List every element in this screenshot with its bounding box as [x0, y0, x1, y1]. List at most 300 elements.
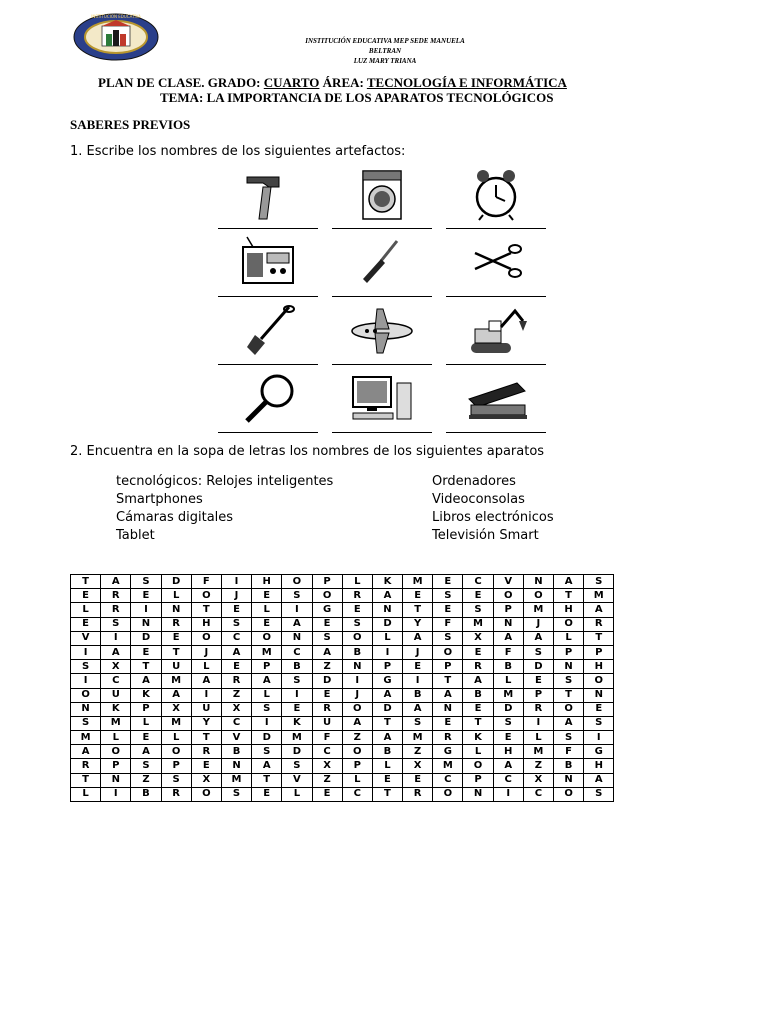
- word-search-cell[interactable]: L: [554, 631, 584, 645]
- word-search-cell[interactable]: M: [584, 589, 614, 603]
- word-search-cell[interactable]: P: [372, 660, 402, 674]
- word-search-cell[interactable]: S: [131, 575, 161, 589]
- word-search-cell[interactable]: U: [191, 702, 221, 716]
- word-search-cell[interactable]: S: [493, 716, 523, 730]
- word-search-cell[interactable]: C: [342, 787, 372, 801]
- word-search-cell[interactable]: U: [101, 688, 131, 702]
- word-search-cell[interactable]: D: [372, 617, 402, 631]
- word-search-cell[interactable]: A: [221, 645, 251, 659]
- word-search-cell[interactable]: Y: [191, 716, 221, 730]
- word-search-cell[interactable]: T: [372, 716, 402, 730]
- word-search-cell[interactable]: P: [584, 645, 614, 659]
- word-search-cell[interactable]: A: [372, 688, 402, 702]
- word-search-cell[interactable]: O: [191, 631, 221, 645]
- word-search-cell[interactable]: S: [463, 603, 493, 617]
- word-search-cell[interactable]: G: [584, 745, 614, 759]
- word-search-cell[interactable]: N: [342, 660, 372, 674]
- word-search-cell[interactable]: C: [101, 674, 131, 688]
- word-search-cell[interactable]: M: [282, 731, 312, 745]
- word-search-cell[interactable]: O: [463, 759, 493, 773]
- word-search-cell[interactable]: T: [403, 603, 433, 617]
- word-search-cell[interactable]: K: [282, 716, 312, 730]
- word-search-cell[interactable]: I: [523, 716, 553, 730]
- word-search-cell[interactable]: O: [342, 745, 372, 759]
- word-search-cell[interactable]: V: [493, 575, 523, 589]
- word-search-cell[interactable]: T: [252, 773, 282, 787]
- word-search-cell[interactable]: P: [523, 688, 553, 702]
- word-search-cell[interactable]: A: [101, 575, 131, 589]
- word-search-cell[interactable]: A: [372, 731, 402, 745]
- word-search-cell[interactable]: R: [523, 702, 553, 716]
- word-search-cell[interactable]: L: [101, 731, 131, 745]
- word-search-cell[interactable]: T: [463, 716, 493, 730]
- word-search-cell[interactable]: A: [493, 759, 523, 773]
- word-search-cell[interactable]: E: [433, 603, 463, 617]
- word-search-cell[interactable]: E: [403, 589, 433, 603]
- word-search-cell[interactable]: F: [191, 575, 221, 589]
- word-search-cell[interactable]: L: [161, 731, 191, 745]
- word-search-cell[interactable]: M: [161, 674, 191, 688]
- word-search-cell[interactable]: E: [523, 674, 553, 688]
- word-search-cell[interactable]: I: [131, 603, 161, 617]
- word-search-cell[interactable]: N: [433, 702, 463, 716]
- word-search-cell[interactable]: C: [221, 716, 251, 730]
- word-search-cell[interactable]: V: [282, 773, 312, 787]
- word-search-cell[interactable]: M: [463, 617, 493, 631]
- word-search-cell[interactable]: A: [584, 603, 614, 617]
- word-search-cell[interactable]: D: [312, 674, 342, 688]
- word-search-cell[interactable]: O: [554, 787, 584, 801]
- word-search-cell[interactable]: N: [101, 773, 131, 787]
- word-search-cell[interactable]: M: [252, 645, 282, 659]
- word-search-cell[interactable]: A: [403, 631, 433, 645]
- word-search-cell[interactable]: S: [554, 731, 584, 745]
- word-search-cell[interactable]: X: [523, 773, 553, 787]
- word-search-cell[interactable]: E: [312, 787, 342, 801]
- word-search-cell[interactable]: Z: [403, 745, 433, 759]
- word-search-cell[interactable]: Z: [221, 688, 251, 702]
- word-search-cell[interactable]: O: [584, 674, 614, 688]
- word-search-cell[interactable]: T: [372, 787, 402, 801]
- word-search-cell[interactable]: T: [554, 688, 584, 702]
- artefact-cell: [218, 301, 318, 365]
- word-search-cell[interactable]: I: [403, 674, 433, 688]
- word-search-cell[interactable]: X: [312, 759, 342, 773]
- word-search-row: [71, 674, 614, 688]
- radio-icon: [233, 235, 303, 289]
- word-search-cell[interactable]: I: [282, 603, 312, 617]
- word-search-cell[interactable]: O: [342, 631, 372, 645]
- word-search-cell[interactable]: A: [372, 589, 402, 603]
- word-search-cell[interactable]: E: [282, 702, 312, 716]
- word-search-cell[interactable]: E: [252, 787, 282, 801]
- word-search-cell[interactable]: E: [131, 645, 161, 659]
- word-search-cell[interactable]: D: [372, 702, 402, 716]
- word-search-cell[interactable]: S: [221, 617, 251, 631]
- word-search-cell[interactable]: R: [221, 674, 251, 688]
- word-search-cell[interactable]: M: [101, 716, 131, 730]
- word-search-cell[interactable]: B: [372, 745, 402, 759]
- word-search-cell[interactable]: C: [221, 631, 251, 645]
- word-search-cell[interactable]: O: [554, 702, 584, 716]
- word-search-cell[interactable]: S: [71, 660, 101, 674]
- word-search-cell[interactable]: E: [493, 731, 523, 745]
- word-search-cell[interactable]: O: [252, 631, 282, 645]
- word-search-cell[interactable]: J: [342, 688, 372, 702]
- word-search-cell[interactable]: B: [221, 745, 251, 759]
- word-search-cell[interactable]: J: [191, 645, 221, 659]
- word-search-cell[interactable]: L: [161, 589, 191, 603]
- word-search-cell[interactable]: X: [403, 759, 433, 773]
- word-search-cell[interactable]: C: [463, 575, 493, 589]
- word-search-cell[interactable]: S: [282, 759, 312, 773]
- word-search-row: [71, 631, 614, 645]
- word-search-cell[interactable]: J: [221, 589, 251, 603]
- word-search-cell[interactable]: D: [493, 702, 523, 716]
- word-search-cell[interactable]: L: [252, 688, 282, 702]
- word-search-cell[interactable]: A: [584, 773, 614, 787]
- word-search-cell[interactable]: T: [191, 603, 221, 617]
- word-search-cell[interactable]: D: [131, 631, 161, 645]
- word-search-cell[interactable]: P: [433, 660, 463, 674]
- word-search-cell[interactable]: X: [463, 631, 493, 645]
- word-search-cell[interactable]: F: [312, 731, 342, 745]
- word-search-grid: [70, 574, 614, 802]
- word-search-cell[interactable]: A: [342, 716, 372, 730]
- word-search-cell[interactable]: T: [71, 575, 101, 589]
- word-search-cell[interactable]: Z: [312, 660, 342, 674]
- word-search-cell[interactable]: R: [191, 745, 221, 759]
- word-search-cell[interactable]: R: [433, 731, 463, 745]
- word-search-cell[interactable]: A: [312, 645, 342, 659]
- word-search-cell[interactable]: G: [312, 603, 342, 617]
- word-search-cell[interactable]: X: [101, 660, 131, 674]
- word-search-cell[interactable]: R: [584, 617, 614, 631]
- word-search-cell[interactable]: E: [403, 660, 433, 674]
- word-search-cell[interactable]: I: [342, 674, 372, 688]
- word-search-cell[interactable]: J: [403, 645, 433, 659]
- word-search-cell[interactable]: Z: [342, 731, 372, 745]
- word-item: Televisión Smart: [432, 528, 539, 543]
- word-search-cell[interactable]: R: [161, 617, 191, 631]
- word-search-cell[interactable]: L: [493, 674, 523, 688]
- word-search-cell[interactable]: N: [131, 617, 161, 631]
- word-search-cell[interactable]: H: [584, 660, 614, 674]
- word-search-cell[interactable]: H: [191, 617, 221, 631]
- word-search-cell[interactable]: S: [554, 674, 584, 688]
- word-search-cell[interactable]: N: [372, 603, 402, 617]
- word-search-cell[interactable]: R: [71, 759, 101, 773]
- word-search-cell[interactable]: E: [252, 589, 282, 603]
- word-search-cell[interactable]: B: [554, 759, 584, 773]
- word-search-cell[interactable]: B: [131, 787, 161, 801]
- word-search-cell[interactable]: I: [71, 645, 101, 659]
- word-search-cell[interactable]: A: [282, 617, 312, 631]
- word-search-cell[interactable]: A: [252, 759, 282, 773]
- word-search-cell[interactable]: T: [433, 674, 463, 688]
- word-search-row: [71, 645, 614, 659]
- word-search-cell[interactable]: R: [342, 589, 372, 603]
- word-search-cell[interactable]: M: [523, 603, 553, 617]
- word-search-cell[interactable]: S: [131, 759, 161, 773]
- word-search-cell[interactable]: A: [433, 688, 463, 702]
- word-search-cell[interactable]: E: [161, 631, 191, 645]
- word-search-cell[interactable]: P: [101, 759, 131, 773]
- word-search-cell[interactable]: F: [554, 745, 584, 759]
- word-search-cell[interactable]: E: [312, 688, 342, 702]
- word-search-cell[interactable]: E: [433, 575, 463, 589]
- word-search-cell[interactable]: Ñ: [493, 617, 523, 631]
- word-search-cell[interactable]: M: [403, 575, 433, 589]
- word-search-cell[interactable]: X: [221, 702, 251, 716]
- word-search-cell[interactable]: I: [252, 716, 282, 730]
- word-search-cell[interactable]: I: [493, 787, 523, 801]
- word-search-cell[interactable]: P: [554, 645, 584, 659]
- word-search-cell[interactable]: F: [433, 617, 463, 631]
- word-search-cell[interactable]: M: [71, 731, 101, 745]
- word-search-cell[interactable]: I: [584, 731, 614, 745]
- word-search-cell[interactable]: E: [252, 617, 282, 631]
- word-search-cell[interactable]: S: [433, 631, 463, 645]
- word-search-cell[interactable]: E: [71, 589, 101, 603]
- word-search-cell[interactable]: A: [554, 716, 584, 730]
- word-search-cell[interactable]: S: [101, 617, 131, 631]
- word-search-cell[interactable]: K: [101, 702, 131, 716]
- word-search-cell[interactable]: I: [191, 688, 221, 702]
- word-search-cell[interactable]: A: [554, 575, 584, 589]
- word-search-cell[interactable]: P: [463, 773, 493, 787]
- word-search-cell[interactable]: V: [221, 731, 251, 745]
- artefact-cell: [446, 165, 546, 229]
- word-search-cell[interactable]: S: [342, 617, 372, 631]
- word-search-cell[interactable]: Z: [523, 759, 553, 773]
- word-search-cell[interactable]: L: [252, 603, 282, 617]
- word-search-cell[interactable]: F: [493, 645, 523, 659]
- word-search-cell[interactable]: K: [372, 575, 402, 589]
- word-search-cell[interactable]: I: [282, 688, 312, 702]
- word-search-cell[interactable]: N: [282, 631, 312, 645]
- word-search-cell[interactable]: A: [523, 631, 553, 645]
- word-item: Ordenadores: [432, 474, 516, 489]
- word-search-cell[interactable]: S: [312, 631, 342, 645]
- word-search-cell[interactable]: E: [312, 617, 342, 631]
- word-search-cell[interactable]: M: [493, 688, 523, 702]
- word-search-cell[interactable]: D: [252, 731, 282, 745]
- word-search-cell[interactable]: A: [161, 688, 191, 702]
- word-search-cell[interactable]: N: [71, 702, 101, 716]
- word-search-cell[interactable]: L: [282, 787, 312, 801]
- word-search-cell[interactable]: P: [342, 759, 372, 773]
- word-search-cell[interactable]: L: [131, 716, 161, 730]
- word-search-cell[interactable]: L: [372, 759, 402, 773]
- word-search-cell[interactable]: S: [584, 716, 614, 730]
- word-search-cell[interactable]: P: [131, 702, 161, 716]
- word-search-cell[interactable]: P: [493, 603, 523, 617]
- word-search-cell[interactable]: D: [282, 745, 312, 759]
- word-search-cell[interactable]: A: [131, 745, 161, 759]
- word-search-cell[interactable]: I: [221, 575, 251, 589]
- word-search-cell[interactable]: N: [584, 688, 614, 702]
- word-search-cell[interactable]: M: [221, 773, 251, 787]
- word-search-cell[interactable]: E: [433, 716, 463, 730]
- word-search-cell[interactable]: K: [463, 731, 493, 745]
- word-search-cell[interactable]: H: [554, 603, 584, 617]
- word-search-cell[interactable]: L: [342, 575, 372, 589]
- word-search-cell[interactable]: I: [101, 631, 131, 645]
- word-search-row: [71, 603, 614, 617]
- word-search-cell[interactable]: B: [493, 660, 523, 674]
- word-search-cell[interactable]: I: [372, 645, 402, 659]
- word-search-cell[interactable]: E: [221, 603, 251, 617]
- word-search-cell[interactable]: O: [342, 702, 372, 716]
- word-search-cell[interactable]: E: [131, 589, 161, 603]
- word-search-cell[interactable]: D: [523, 660, 553, 674]
- word-search-cell[interactable]: N: [221, 759, 251, 773]
- word-search-cell[interactable]: X: [161, 702, 191, 716]
- word-search-cell[interactable]: D: [161, 575, 191, 589]
- word-search-cell[interactable]: B: [282, 660, 312, 674]
- word-search-cell[interactable]: R: [161, 787, 191, 801]
- word-search-cell[interactable]: C: [493, 773, 523, 787]
- word-search-cell[interactable]: X: [191, 773, 221, 787]
- word-search-cell[interactable]: H: [493, 745, 523, 759]
- word-search-cell[interactable]: H: [584, 759, 614, 773]
- word-search-cell[interactable]: S: [584, 575, 614, 589]
- word-search-cell[interactable]: O: [523, 589, 553, 603]
- word-search-cell[interactable]: N: [463, 787, 493, 801]
- word-search-cell[interactable]: O: [161, 745, 191, 759]
- word-search-cell[interactable]: M: [161, 716, 191, 730]
- word-search-cell[interactable]: S: [523, 645, 553, 659]
- word-search-cell[interactable]: I: [101, 787, 131, 801]
- word-search-cell[interactable]: B: [463, 688, 493, 702]
- word-search-cell[interactable]: T: [71, 773, 101, 787]
- word-search-cell[interactable]: A: [252, 674, 282, 688]
- word-search-cell[interactable]: S: [252, 745, 282, 759]
- word-search-cell[interactable]: E: [221, 660, 251, 674]
- word-search-cell[interactable]: L: [71, 603, 101, 617]
- word-search-cell[interactable]: S: [161, 773, 191, 787]
- word-search-cell[interactable]: E: [463, 702, 493, 716]
- word-search-cell[interactable]: E: [584, 702, 614, 716]
- word-search-cell[interactable]: T: [584, 631, 614, 645]
- word-search-cell[interactable]: E: [342, 603, 372, 617]
- word-search-cell[interactable]: L: [342, 773, 372, 787]
- word-search-cell[interactable]: N: [523, 575, 553, 589]
- word-search-cell[interactable]: S: [433, 589, 463, 603]
- word-search-cell[interactable]: A: [191, 674, 221, 688]
- word-search-cell[interactable]: R: [463, 660, 493, 674]
- word-search-cell[interactable]: N: [161, 603, 191, 617]
- word-search-cell[interactable]: U: [161, 660, 191, 674]
- word-search-cell[interactable]: S: [584, 787, 614, 801]
- word-search-cell[interactable]: L: [372, 631, 402, 645]
- word-search-cell[interactable]: G: [372, 674, 402, 688]
- word-search-cell[interactable]: B: [342, 645, 372, 659]
- word-search-cell[interactable]: O: [433, 787, 463, 801]
- word-search-cell[interactable]: H: [252, 575, 282, 589]
- word-search-cell[interactable]: R: [101, 589, 131, 603]
- word-search-cell[interactable]: Y: [403, 617, 433, 631]
- word-search-cell[interactable]: A: [403, 702, 433, 716]
- word-search-cell[interactable]: T: [161, 645, 191, 659]
- word-search-cell[interactable]: R: [312, 702, 342, 716]
- word-search-cell[interactable]: C: [282, 645, 312, 659]
- word-search-cell[interactable]: Z: [312, 773, 342, 787]
- word-search-cell[interactable]: E: [372, 773, 402, 787]
- word-search-cell[interactable]: S: [71, 716, 101, 730]
- word-search-cell[interactable]: A: [463, 674, 493, 688]
- word-search-cell[interactable]: R: [101, 603, 131, 617]
- word-search-cell[interactable]: O: [191, 787, 221, 801]
- word-search-cell[interactable]: M: [403, 731, 433, 745]
- word-search-cell[interactable]: P: [161, 759, 191, 773]
- word-search-cell[interactable]: S: [403, 716, 433, 730]
- word-search-cell[interactable]: B: [403, 688, 433, 702]
- word-search-cell[interactable]: G: [433, 745, 463, 759]
- word-search-cell[interactable]: E: [463, 589, 493, 603]
- word-search-cell[interactable]: A: [131, 674, 161, 688]
- word-search-cell[interactable]: T: [554, 589, 584, 603]
- word-search-cell[interactable]: S: [221, 787, 251, 801]
- word-search-cell[interactable]: V: [71, 631, 101, 645]
- word-search-cell[interactable]: U: [312, 716, 342, 730]
- word-search-cell[interactable]: P: [252, 660, 282, 674]
- word-search-cell[interactable]: R: [403, 787, 433, 801]
- word-search-cell[interactable]: Z: [131, 773, 161, 787]
- word-search-cell[interactable]: S: [252, 702, 282, 716]
- word-search-cell[interactable]: N: [554, 773, 584, 787]
- word-search-cell[interactable]: A: [101, 645, 131, 659]
- word-search-cell[interactable]: O: [312, 589, 342, 603]
- word-search-cell[interactable]: C: [312, 745, 342, 759]
- word-search-cell[interactable]: M: [433, 759, 463, 773]
- word-search-cell[interactable]: S: [282, 674, 312, 688]
- word-search-cell[interactable]: N: [554, 660, 584, 674]
- word-search-cell[interactable]: L: [523, 731, 553, 745]
- word-search-cell[interactable]: E: [71, 617, 101, 631]
- excavator-icon: [461, 303, 531, 357]
- word-search-cell[interactable]: O: [101, 745, 131, 759]
- word-search-cell[interactable]: C: [433, 773, 463, 787]
- word-search-cell[interactable]: O: [433, 645, 463, 659]
- word-search-cell[interactable]: T: [131, 660, 161, 674]
- word-search-cell[interactable]: L: [191, 660, 221, 674]
- word-search-cell[interactable]: K: [131, 688, 161, 702]
- word-search-cell[interactable]: J: [523, 617, 553, 631]
- word-search-cell[interactable]: C: [523, 787, 553, 801]
- word-search-cell[interactable]: I: [71, 674, 101, 688]
- word-search-cell[interactable]: O: [493, 589, 523, 603]
- word-search-cell[interactable]: M: [523, 745, 553, 759]
- word-search-cell[interactable]: O: [71, 688, 101, 702]
- word-search-cell[interactable]: E: [463, 645, 493, 659]
- word-search-cell[interactable]: A: [493, 631, 523, 645]
- word-search-cell[interactable]: E: [191, 759, 221, 773]
- word-search-cell[interactable]: L: [71, 787, 101, 801]
- word-search-cell[interactable]: P: [312, 575, 342, 589]
- word-search-cell[interactable]: O: [554, 617, 584, 631]
- word-search-cell[interactable]: S: [282, 589, 312, 603]
- word-search-cell[interactable]: L: [463, 745, 493, 759]
- word-search-cell[interactable]: O: [282, 575, 312, 589]
- word-search-cell[interactable]: E: [403, 773, 433, 787]
- word-search-cell[interactable]: E: [131, 731, 161, 745]
- word-search-row: [71, 617, 614, 631]
- word-search-cell[interactable]: O: [191, 589, 221, 603]
- word-search-cell[interactable]: T: [191, 731, 221, 745]
- word-search-cell[interactable]: A: [71, 745, 101, 759]
